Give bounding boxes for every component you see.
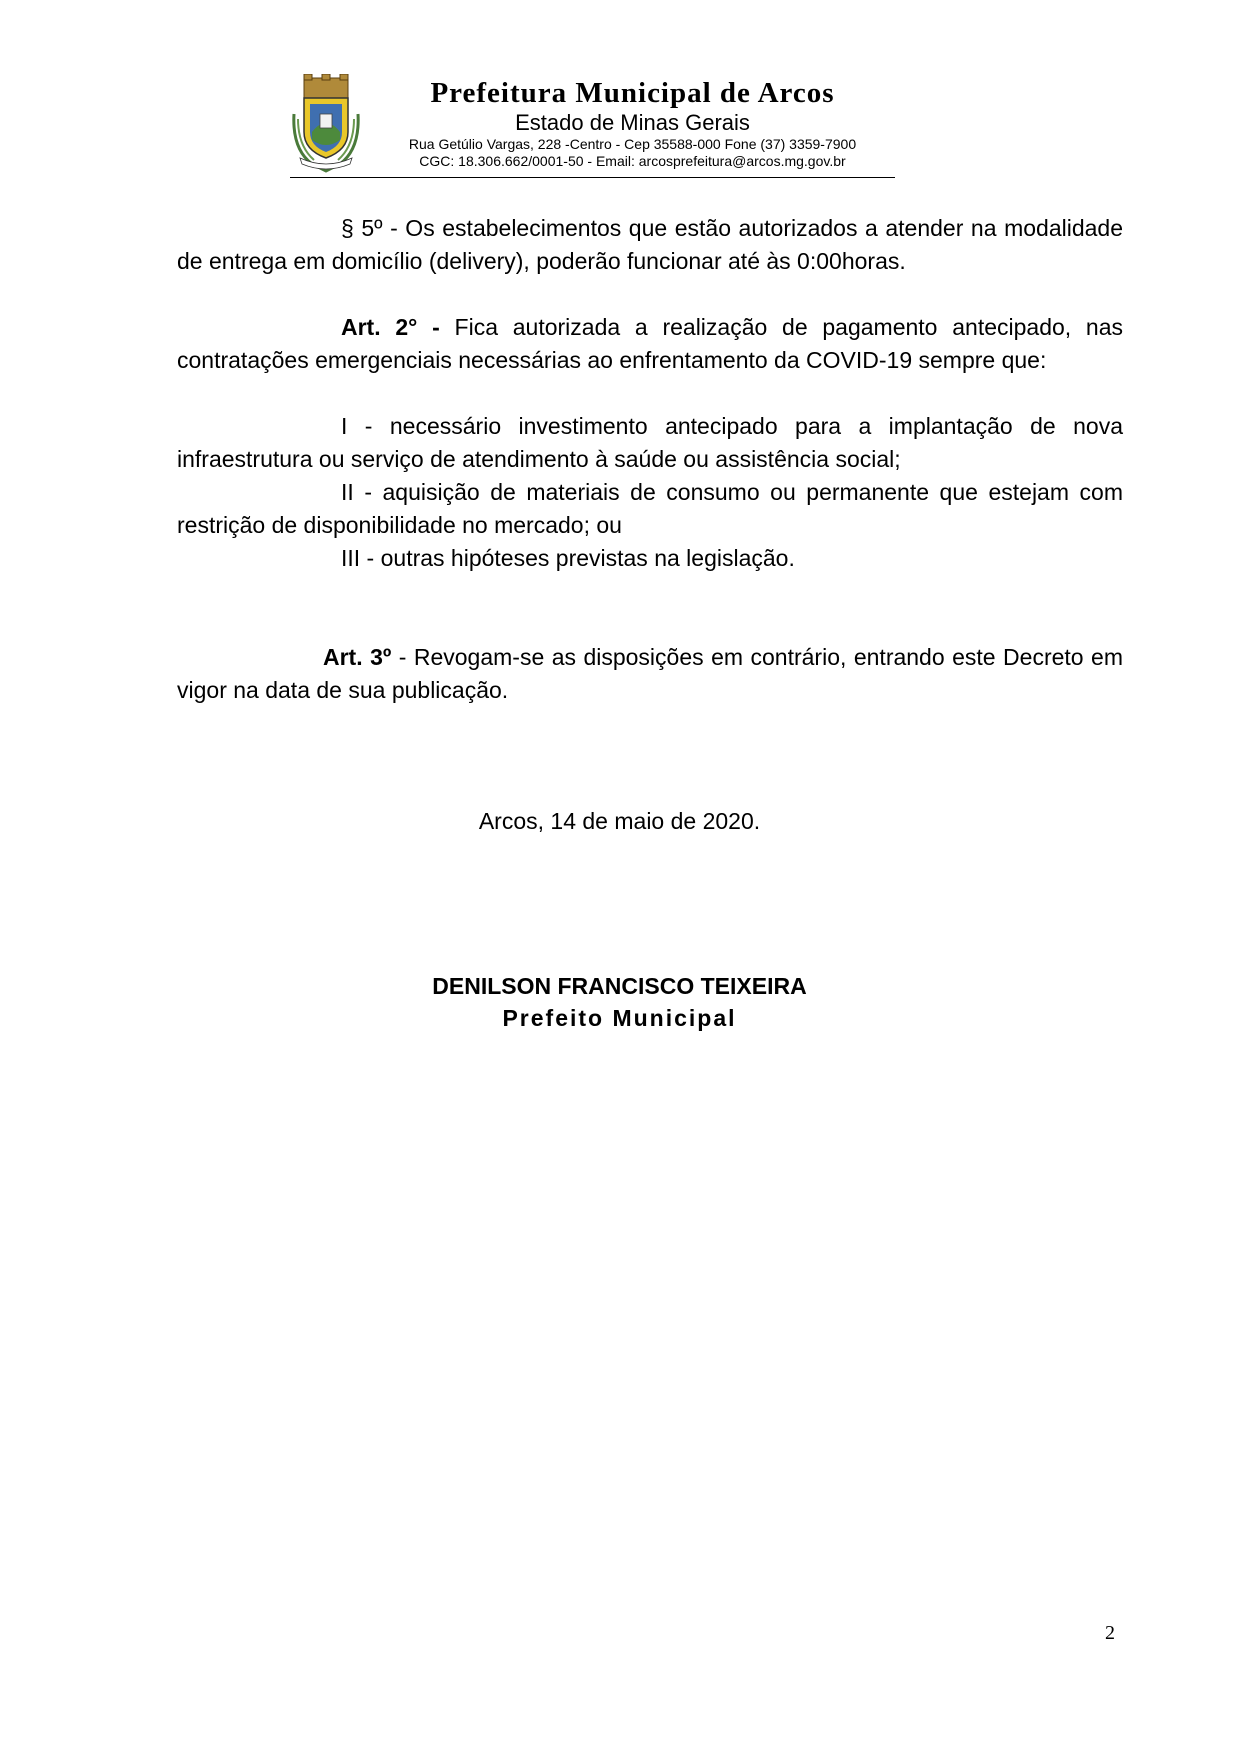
- article-3-text: - Revogam-se as disposições em contrário, entrando este Decreto em vigor na data de sua publicação.: [177, 644, 1123, 703]
- article-3: [177, 641, 1123, 707]
- contact-info: CGC: 18.306.662/0001-50 - Email: arcosprefeitura@arcos.mg.gov.br: [419, 153, 846, 169]
- item-1: I - necessário investimento antecipado para a implantação de nova infraestrutura ou serviço de atendimento à saúde ou assistência social;: [177, 413, 1123, 472]
- signatory-name: DENILSON FRANCISCO TEIXEIRA: [432, 973, 807, 999]
- address: Rua Getúlio Vargas, 228 -Centro - Cep 35588-000 Fone (37) 3359-7900: [408, 136, 857, 152]
- article-2: [177, 311, 1123, 377]
- letterhead: [290, 72, 905, 182]
- item-3: III - outras hipóteses previstas na legislação.: [341, 545, 795, 571]
- org-name: Prefeitura Municipal de Arcos: [430, 77, 835, 109]
- page-number: 2: [1105, 1622, 1115, 1644]
- state-name: Estado de Minas Gerais: [515, 110, 750, 135]
- document-date: Arcos, 14 de maio de 2020.: [478, 808, 761, 834]
- paragraph-5: § 5º - Os estabelecimentos que estão autorizados a atender na modalidade de entrega em domicílio (delivery), poderão funcionar até às 0:00horas.: [177, 215, 1123, 274]
- article-2-label: Art. 2° -: [341, 314, 440, 340]
- signatory-title: Prefeito Municipal: [502, 1005, 737, 1031]
- header-divider: [290, 177, 895, 178]
- item-2: II - aquisição de materiais de consumo ou permanente que estejam com restrição de disponibilidade no mercado; ou: [177, 479, 1123, 538]
- article-2-text: Fica autorizada a realização de pagamento antecipado, nas contratações emergenciais necessárias ao enfrentamento da COVID-19 sempre que:: [177, 314, 1124, 373]
- coat-of-arms-icon: [290, 74, 362, 174]
- letterhead-text: [360, 72, 905, 170]
- article-3-label: Art. 3º: [323, 644, 392, 670]
